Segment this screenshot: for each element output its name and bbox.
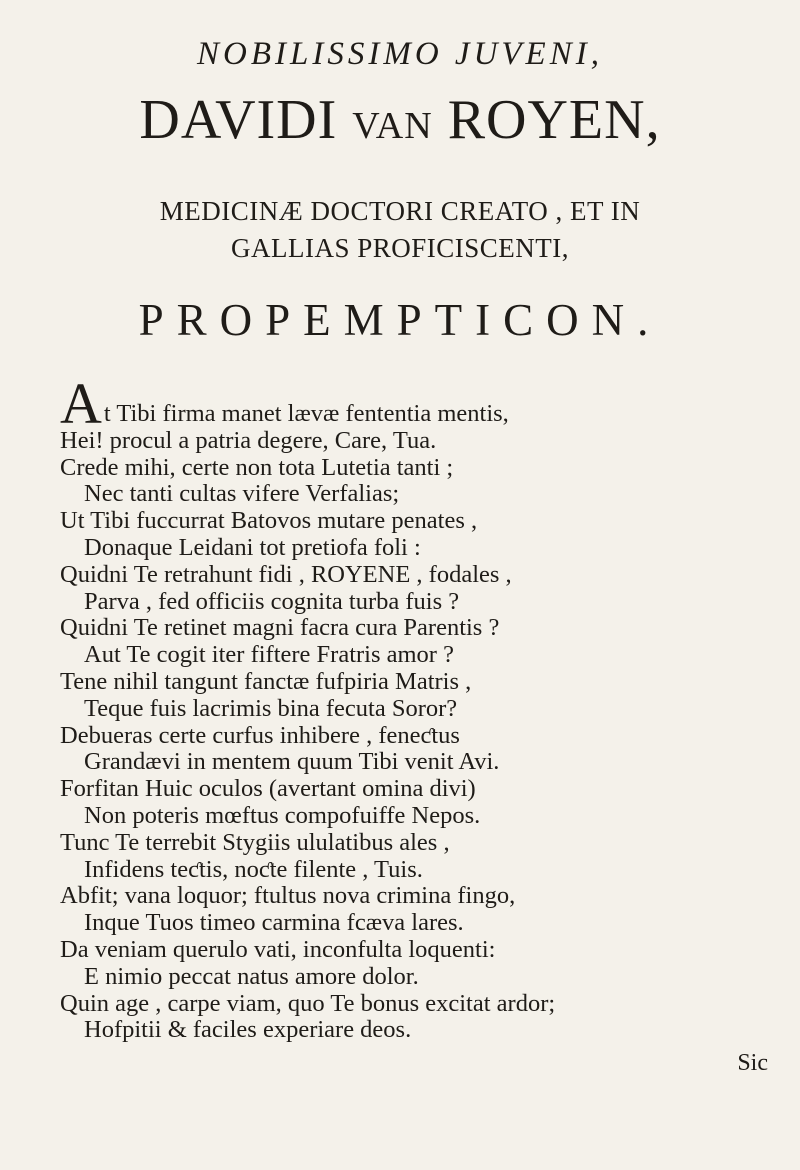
- subtitle-line-1: MEDICINÆ DOCTORI CREATO , ET IN: [159, 196, 641, 226]
- poem-line: E nimio peccat natus amore dolor.: [84, 962, 419, 990]
- poem-line: Teque fuis lacrimis bina fecuta Soror?: [84, 694, 458, 722]
- poem-line: Donaque Leidani tot pretiofa foli :: [84, 533, 421, 561]
- poem-line: Infidens teƈtis, noƈte filente , Tuis.: [84, 855, 423, 883]
- catchword: Sic: [737, 1050, 768, 1076]
- drop-cap: A: [60, 371, 102, 436]
- poem-line: Hofpitii & faciles experiare deos.: [84, 1016, 412, 1044]
- poem-line: Quidni Te retinet magni facra cura Parentis ?: [60, 614, 500, 642]
- poem-line: Tunc Te terrebit Stygiis ululatibus ales ,: [60, 828, 450, 856]
- name-particle: VAN: [352, 105, 433, 147]
- poem-line: [60, 371, 760, 436]
- dedicatee-name: [0, 88, 800, 152]
- poem-line: Inque Tuos timeo carmina fcæva lares.: [84, 909, 464, 937]
- first-line-text: t Tibi firma manet lævæ fententia mentis,: [103, 400, 509, 427]
- poem-line: Crede mihi, certe non tota Lutetia tanti ;: [60, 453, 454, 481]
- poem-line: Grandævi in mentem quum Tibi venit Avi.: [84, 748, 500, 776]
- dedication-line: NOBILISSIMO JUVENI,: [197, 36, 603, 72]
- poem-line: Parva , fed officiis cognita turba fuis ?: [84, 587, 460, 615]
- poem-line: Debueras certe curfus inhibere , feneƈtus: [60, 721, 460, 749]
- poem-line: Hei! procul a patria degere, Care, Tua.: [60, 426, 437, 454]
- poem-body: [60, 371, 760, 1044]
- poem-title: PROPEMPTICON.: [138, 295, 662, 345]
- poem-line: Da veniam querulo vati, inconfulta loquenti:: [60, 935, 496, 963]
- name-last: ROYEN,: [447, 89, 661, 151]
- poem-line: Quidni Te retrahunt fidi , ROYENE , fodales ,: [60, 560, 512, 588]
- subtitle-line-2: GALLIAS PROFICISCENTI,: [230, 233, 570, 263]
- poem-line: Abfit; vana loquor; ftultus nova crimina fingo,: [60, 882, 516, 910]
- poem-line: Quin age , carpe viam, quo Te bonus excitat ardor;: [60, 989, 556, 1017]
- name-first: DAVIDI: [139, 89, 338, 151]
- poem-line: Nec tanti cultas vifere Verfalias;: [84, 480, 400, 508]
- poem-line: Non poteris mœftus compofuiffe Nepos.: [84, 801, 481, 829]
- poem-line: Forfitan Huic oculos (avertant omina divi): [60, 775, 476, 803]
- poem-line: Ut Tibi fuccurrat Batovos mutare penates ,: [60, 507, 478, 535]
- poem-line: Tene nihil tangunt fanctæ fufpiria Matris ,: [60, 667, 472, 695]
- poem-line: Aut Te cogit iter fiftere Fratris amor ?: [84, 641, 454, 669]
